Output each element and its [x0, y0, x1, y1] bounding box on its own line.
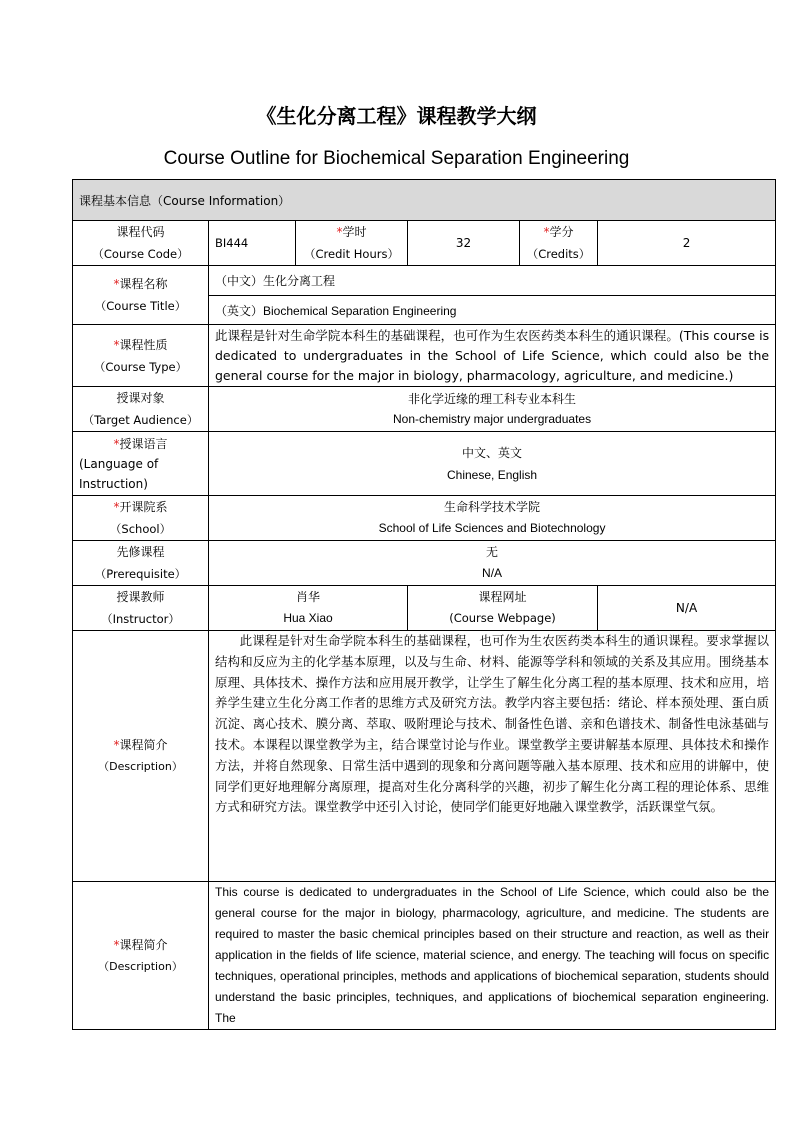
language-label: [73, 432, 209, 496]
course-title-en: （英文）Biochemical Separation Engineering: [209, 296, 776, 325]
prerequisite-label-en: （Prerequisite）: [94, 567, 187, 581]
required-mark: *: [113, 738, 120, 752]
description-en-label-en: （Description）: [98, 959, 183, 973]
instructor-label-cn: 授课教师: [116, 590, 165, 604]
course-type-value: 此课程是针对生命学院本科生的基础课程，也可作为生农医药类本科生的通识课程。(This course is dedicated to undergraduates in the School of Life Science, which could also be the general course for the major in biology, pharmacology, agriculture, and medicine.): [209, 325, 776, 387]
course-code-value: BI444: [209, 221, 296, 266]
course-code-row: [73, 221, 776, 266]
course-code-label-cn: 课程代码: [116, 225, 165, 239]
credit-hours-label-cn: 学时: [342, 225, 367, 239]
required-mark: *: [113, 277, 120, 291]
course-code-label-en: （Course Code）: [92, 247, 189, 261]
description-en-text: This course is dedicated to undergraduates in the School of Life Science, which could also be the general course for the major in biology, pharmacology, agriculture, and medicine. The students are required to master the basic chemical principles based on their structure and reaction, as well as their application in the fields of life science, material science, and energy. The teaching will focus on specific techniques, operational principles, methods and applications of biochemical separation, students should understand the basic principles, techniques, and applications of biochemical separation engineering. The: [209, 882, 776, 1030]
course-title-label: [73, 266, 209, 325]
description-en-row: [73, 882, 776, 1030]
language-cn: 中文、英文: [462, 445, 523, 460]
section-header-row: [73, 180, 776, 221]
course-info-table: [72, 179, 776, 1030]
required-mark: *: [336, 225, 343, 239]
credits-value: 2: [598, 221, 776, 266]
webpage-label: [408, 586, 598, 631]
school-row: [73, 496, 776, 541]
required-mark: *: [113, 337, 120, 352]
prerequisite-label: [73, 541, 209, 586]
course-type-row: [73, 325, 776, 387]
language-value: [209, 432, 776, 496]
target-audience-en: Non-chemistry major undergraduates: [392, 412, 592, 426]
target-audience-cn: 非化学近缘的理工科专业本科生: [408, 392, 577, 406]
language-label-cn: 授课语言: [119, 436, 168, 451]
description-cn-label: [73, 631, 209, 882]
school-label-en: （School）: [109, 522, 172, 536]
prerequisite-cn: 无: [486, 545, 499, 559]
course-code-label: [73, 221, 209, 266]
description-cn-row: [73, 631, 776, 882]
credit-hours-label: [296, 221, 408, 266]
instructor-label: [73, 586, 209, 631]
credits-label: [520, 221, 598, 266]
target-audience-label-cn: 授课对象: [116, 391, 165, 405]
target-audience-label: [73, 387, 209, 432]
webpage-label-en: (Course Webpage): [449, 611, 556, 625]
course-title-cn: （中文）生化分离工程: [209, 266, 776, 296]
school-cn: 生命科学技术学院: [444, 500, 541, 514]
credit-hours-value: 32: [408, 221, 520, 266]
description-cn-label-cn: 课程简介: [119, 738, 168, 752]
required-mark: *: [113, 937, 120, 952]
required-mark: *: [113, 500, 120, 514]
prerequisite-row: [73, 541, 776, 586]
language-row: [73, 432, 776, 496]
webpage-value: N/A: [598, 586, 776, 631]
course-title-row-cn: [73, 266, 776, 296]
school-label-cn: 开课院系: [119, 500, 168, 514]
instructor-value: [209, 586, 408, 631]
credits-label-cn: 学分: [549, 225, 574, 239]
school-value: [209, 496, 776, 541]
course-type-label-en: （Course Type）: [93, 359, 188, 374]
instructor-en: Hua Xiao: [283, 611, 333, 625]
instructor-row: [73, 586, 776, 631]
description-cn-label-en: （Description）: [98, 760, 183, 773]
target-audience-label-en: （Target Audience）: [82, 413, 199, 427]
instructor-cn: 肖华: [295, 590, 320, 604]
prerequisite-value: [209, 541, 776, 586]
school-en: School of Life Sciences and Biotechnology: [378, 521, 606, 535]
language-label-en: (Language of Instruction): [79, 456, 159, 491]
section-header: 课程基本信息（Course Information）: [73, 180, 776, 221]
required-mark: *: [543, 225, 550, 239]
course-title-label-cn: 课程名称: [119, 277, 168, 291]
target-audience-value: [209, 387, 776, 432]
description-en-label-cn: 课程简介: [119, 937, 168, 952]
course-title-label-en: （Course Title）: [94, 299, 187, 313]
instructor-label-en: （Instructor）: [101, 612, 180, 626]
school-label: [73, 496, 209, 541]
course-type-label: [73, 325, 209, 387]
credit-hours-label-en: （Credit Hours）: [304, 247, 399, 261]
target-audience-row: [73, 387, 776, 432]
prerequisite-en: N/A: [482, 566, 503, 580]
description-en-label: [73, 882, 209, 1030]
webpage-label-cn: 课程网址: [478, 590, 527, 604]
required-mark: *: [113, 436, 120, 451]
credits-label-en: （Credits）: [526, 247, 591, 261]
page-subtitle: Course Outline for Biochemical Separation Engineering: [163, 148, 630, 169]
language-en: Chinese, English: [447, 467, 538, 482]
prerequisite-label-cn: 先修课程: [116, 545, 165, 559]
course-type-label-cn: 课程性质: [119, 337, 168, 352]
page-title: 《生化分离工程》课程教学大纲: [256, 104, 537, 128]
description-cn-text: 此课程是针对生命学院本科生的基础课程，也可作为生农医药类本科生的通识课程。要求掌握以结构和反应为主的化学基本原理，以及与生命、材料、能源等学科和领域的关系及其应用。围绕基本原理、具体技术、操作方法和应用展开教学，让学生了解生化分离工程的基本原理、技术和应用，培养学生建立生化分离工作者的思维方式及研究方法。教学内容主要包括：绪论、样本预处理、蛋白质沉淀、离心技术、膜分离、萃取、吸附理论与技术、制备性色谱、亲和色谱技术、制备性电泳基础与技术。本课程以课堂教学为主，结合课堂讨论与作业。课堂教学主要讲解基本原理、具体技术和操作方法，并将自然现象、日常生活中遇到的现象和分离问题等融入基本原理、技术和应用的讲解中，使同学们更好地理解分离原理，提高对生化分离科学的兴趣，初步了解生化分离工程的理论体系、思维方式和研究方法。课堂教学中还引入讨论，使同学们能更好地融入课堂教学，活跃课堂气氛。: [209, 631, 776, 882]
